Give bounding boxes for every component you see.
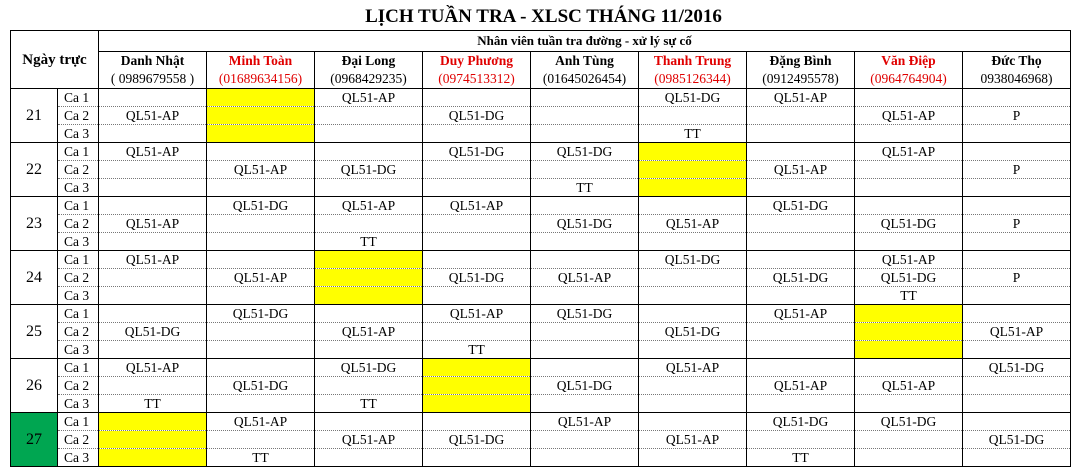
assignment-cell: QL51-AP [531,413,639,431]
assignment-cell [747,431,855,449]
shift-label-cell: Ca 3 [58,125,99,143]
assignment-cell [99,233,207,251]
shift-row [11,233,1071,251]
assignment-cell [207,215,315,233]
assignment-cell [855,197,963,215]
assignment-cell [639,341,747,359]
assignment-cell [423,377,531,395]
assignment-cell: QL51-AP [99,251,207,269]
assignment-cell [639,269,747,287]
assignment-cell: P [963,161,1071,179]
assignment-cell [639,449,747,467]
staff-phone-header: (0912495578) [747,70,855,89]
assignment-cell [99,269,207,287]
day-number-cell: 24 [11,251,58,305]
assignment-cell: QL51-AP [747,89,855,107]
assignment-cell [747,251,855,269]
assignment-cell [207,89,315,107]
assignment-cell [315,305,423,323]
assignment-cell: QL51-AP [639,359,747,377]
day-number-cell: 25 [11,305,58,359]
shift-label-cell: Ca 1 [58,197,99,215]
shift-row [11,215,1071,233]
assignment-cell [639,233,747,251]
shift-label-cell: Ca 2 [58,269,99,287]
assignment-cell [963,197,1071,215]
shift-row [11,269,1071,287]
assignment-cell [855,359,963,377]
shift-label-cell: Ca 3 [58,233,99,251]
assignment-cell: QL51-AP [99,107,207,125]
staff-phone-header: (0964764904) [855,70,963,89]
assignment-cell [423,413,531,431]
assignment-cell [315,125,423,143]
assignment-cell [315,377,423,395]
staff-name-header: Thanh Trung [639,52,747,71]
shift-row [11,413,1071,431]
assignment-cell [315,179,423,197]
assignment-cell [747,287,855,305]
shift-row [11,323,1071,341]
assignment-cell: QL51-AP [315,431,423,449]
assignment-cell: QL51-DG [423,107,531,125]
assignment-cell [855,341,963,359]
shift-row [11,107,1071,125]
staff-name-header: Danh Nhật [99,52,207,71]
assignment-cell [423,233,531,251]
assignment-cell: TT [639,125,747,143]
assignment-cell [639,305,747,323]
assignment-cell [207,125,315,143]
assignment-cell [531,395,639,413]
assignment-cell: QL51-AP [315,89,423,107]
assignment-cell [315,449,423,467]
sheet-title: LỊCH TUẦN TRA - XLSC THÁNG 11/2016 [365,6,722,27]
shift-label-cell: Ca 3 [58,179,99,197]
assignment-cell [531,233,639,251]
staff-name-header: Văn Điệp [855,52,963,71]
assignment-cell [747,395,855,413]
assignment-cell: QL51-AP [747,377,855,395]
assignment-cell: QL51-DG [531,143,639,161]
assignment-cell [747,179,855,197]
assignment-cell: QL51-DG [531,377,639,395]
assignment-cell: QL51-AP [207,413,315,431]
assignment-cell [639,395,747,413]
shift-row [11,305,1071,323]
assignment-cell: P [963,215,1071,233]
assignment-cell: QL51-AP [315,323,423,341]
assignment-cell [855,431,963,449]
assignment-cell [639,287,747,305]
assignment-cell [315,107,423,125]
shift-label-cell: Ca 1 [58,359,99,377]
assignment-cell: QL51-AP [747,305,855,323]
assignment-cell: QL51-AP [99,215,207,233]
staff-name-header: Duy Phương [423,52,531,71]
staff-name-header: Anh Tùng [531,52,639,71]
assignment-cell [747,107,855,125]
staff-name-header: Đặng Bình [747,52,855,71]
assignment-cell: QL51-AP [963,323,1071,341]
assignment-cell [855,395,963,413]
shift-label-cell: Ca 3 [58,287,99,305]
shift-row [11,251,1071,269]
assignment-cell [531,251,639,269]
assignment-cell [963,377,1071,395]
shift-row [11,341,1071,359]
assignment-cell [747,341,855,359]
assignment-cell: TT [531,179,639,197]
assignment-cell: QL51-DG [423,431,531,449]
assignment-cell: TT [207,449,315,467]
assignment-cell: QL51-DG [423,269,531,287]
assignment-cell [747,143,855,161]
assignment-cell: QL51-DG [747,269,855,287]
assignment-cell [207,359,315,377]
assignment-cell [315,215,423,233]
shift-row [11,197,1071,215]
assignment-cell: QL51-AP [855,143,963,161]
assignment-cell: QL51-DG [855,413,963,431]
assignment-cell [99,89,207,107]
assignment-cell: QL51-DG [639,251,747,269]
assignment-cell [99,377,207,395]
assignment-cell [747,215,855,233]
day-number-cell: 21 [11,89,58,143]
assignment-cell [315,413,423,431]
staff-name-header: Đức Thọ [963,52,1071,71]
shift-label-cell: Ca 3 [58,341,99,359]
assignment-cell [315,341,423,359]
assignment-cell [531,341,639,359]
assignment-cell [963,233,1071,251]
assignment-cell: QL51-AP [747,161,855,179]
assignment-cell [639,107,747,125]
assignment-cell [423,215,531,233]
assignment-cell: QL51-AP [855,377,963,395]
staff-phone-header: (0974513312) [423,70,531,89]
assignment-cell: QL51-AP [99,359,207,377]
assignment-cell: P [963,107,1071,125]
assignment-cell [423,395,531,413]
assignment-cell [855,323,963,341]
shift-label-cell: Ca 1 [58,143,99,161]
assignment-cell: QL51-AP [423,305,531,323]
assignment-cell [315,251,423,269]
assignment-cell: QL51-DG [963,431,1071,449]
assignment-cell [531,89,639,107]
assignment-cell: QL51-AP [207,161,315,179]
assignment-cell [207,233,315,251]
assignment-cell: QL51-AP [207,269,315,287]
assignment-cell [639,377,747,395]
assignment-cell [423,161,531,179]
patrol-roster-table [10,30,1071,467]
assignment-cell [639,143,747,161]
assignment-cell: QL51-AP [639,215,747,233]
assignment-cell: QL51-DG [207,305,315,323]
assignment-cell [423,449,531,467]
shift-row [11,431,1071,449]
assignment-cell: QL51-DG [315,161,423,179]
assignment-cell: QL51-DG [207,197,315,215]
assignment-cell [315,287,423,305]
assignment-cell [963,395,1071,413]
day-number-cell: 23 [11,197,58,251]
assignment-cell: QL51-AP [423,197,531,215]
assignment-cell [99,413,207,431]
shift-row [11,449,1071,467]
assignment-cell: QL51-DG [855,269,963,287]
assignment-cell [531,359,639,377]
assignment-cell [531,107,639,125]
assignment-cell [99,161,207,179]
assignment-cell [315,143,423,161]
shift-row [11,395,1071,413]
assignment-cell [855,233,963,251]
assignment-cell [855,179,963,197]
shift-label-cell: Ca 2 [58,431,99,449]
shift-label-cell: Ca 2 [58,377,99,395]
assignment-cell: QL51-AP [855,251,963,269]
shift-row [11,161,1071,179]
staff-phone-header: (0968429235) [315,70,423,89]
assignment-cell: P [963,269,1071,287]
assignment-cell [423,287,531,305]
assignment-cell: QL51-DG [639,323,747,341]
assignment-cell [747,233,855,251]
assignment-cell [855,89,963,107]
shift-label-cell: Ca 2 [58,323,99,341]
assignment-cell [207,395,315,413]
assignment-cell [855,449,963,467]
assignment-cell [99,287,207,305]
assignment-cell: QL51-DG [963,359,1071,377]
assignment-cell: TT [423,341,531,359]
day-column-header: Ngày trực [11,31,99,89]
assignment-cell: QL51-DG [207,377,315,395]
assignment-cell: QL51-DG [531,215,639,233]
shift-label-cell: Ca 2 [58,161,99,179]
assignment-cell: QL51-DG [423,143,531,161]
assignment-cell [531,125,639,143]
day-number-cell: 27 [11,413,58,467]
assignment-cell [963,341,1071,359]
assignment-cell [747,359,855,377]
assignment-cell [963,305,1071,323]
assignment-cell: QL51-DG [315,359,423,377]
assignment-cell [531,323,639,341]
assignment-cell: QL51-DG [747,197,855,215]
assignment-cell [963,143,1071,161]
staff-phone-header: (01689634156) [207,70,315,89]
staff-group-header: Nhân viên tuần tra đường - xử lý sự cố [99,31,1071,52]
assignment-cell: TT [315,233,423,251]
assignment-cell [207,323,315,341]
staff-phone-header: (01645026454) [531,70,639,89]
assignment-cell: QL51-AP [99,143,207,161]
assignment-cell [423,179,531,197]
day-number-cell: 26 [11,359,58,413]
assignment-cell [99,305,207,323]
assignment-cell: TT [99,395,207,413]
shift-label-cell: Ca 2 [58,215,99,233]
assignment-cell: QL51-DG [99,323,207,341]
assignment-cell [963,413,1071,431]
shift-label-cell: Ca 3 [58,449,99,467]
staff-phone-header: ( 0989679558 ) [99,70,207,89]
shift-label-cell: Ca 1 [58,251,99,269]
assignment-cell [531,197,639,215]
shift-row [11,143,1071,161]
staff-phone-header: 0938046968) [963,70,1071,89]
shift-label-cell: Ca 1 [58,413,99,431]
assignment-cell [423,323,531,341]
assignment-cell [639,413,747,431]
assignment-cell [639,161,747,179]
staff-name-header: Minh Toàn [207,52,315,71]
assignment-cell [207,287,315,305]
assignment-cell [423,359,531,377]
staff-name-header: Đại Long [315,52,423,71]
assignment-cell: QL51-DG [855,215,963,233]
assignment-cell [639,179,747,197]
assignment-cell [99,449,207,467]
assignment-cell [963,125,1071,143]
assignment-cell: QL51-DG [747,413,855,431]
assignment-cell [99,125,207,143]
assignment-cell: QL51-DG [639,89,747,107]
assignment-cell [207,341,315,359]
assignment-cell [99,197,207,215]
assignment-cell [207,179,315,197]
assignment-cell: QL51-AP [639,431,747,449]
shift-row [11,359,1071,377]
shift-label-cell: Ca 1 [58,305,99,323]
staff-phone-header: (0985126344) [639,70,747,89]
assignment-cell [99,179,207,197]
day-number-cell: 22 [11,143,58,197]
assignment-cell [855,125,963,143]
assignment-cell [531,431,639,449]
assignment-cell: TT [315,395,423,413]
assignment-cell [963,89,1071,107]
shift-row [11,89,1071,107]
assignment-cell: TT [855,287,963,305]
assignment-cell [423,125,531,143]
assignment-cell [963,251,1071,269]
shift-label-cell: Ca 2 [58,107,99,125]
assignment-cell [963,449,1071,467]
shift-label-cell: Ca 3 [58,395,99,413]
assignment-cell [207,431,315,449]
assignment-cell: TT [747,449,855,467]
assignment-cell [963,287,1071,305]
shift-row [11,125,1071,143]
assignment-cell [207,143,315,161]
shift-row [11,287,1071,305]
assignment-cell [747,125,855,143]
assignment-cell [531,161,639,179]
assignment-cell [315,269,423,287]
assignment-cell [855,305,963,323]
shift-row [11,179,1071,197]
assignment-cell [531,287,639,305]
assignment-cell [99,431,207,449]
assignment-cell: QL51-AP [315,197,423,215]
assignment-cell: QL51-DG [531,305,639,323]
assignment-cell: QL51-AP [855,107,963,125]
assignment-cell [855,161,963,179]
assignment-cell [963,179,1071,197]
shift-label-cell: Ca 1 [58,89,99,107]
assignment-cell [747,323,855,341]
assignment-cell [99,341,207,359]
assignment-cell [207,251,315,269]
assignment-cell [639,197,747,215]
assignment-cell: QL51-AP [531,269,639,287]
assignment-cell [531,449,639,467]
assignment-cell [423,89,531,107]
assignment-cell [423,251,531,269]
assignment-cell [207,107,315,125]
shift-row [11,377,1071,395]
